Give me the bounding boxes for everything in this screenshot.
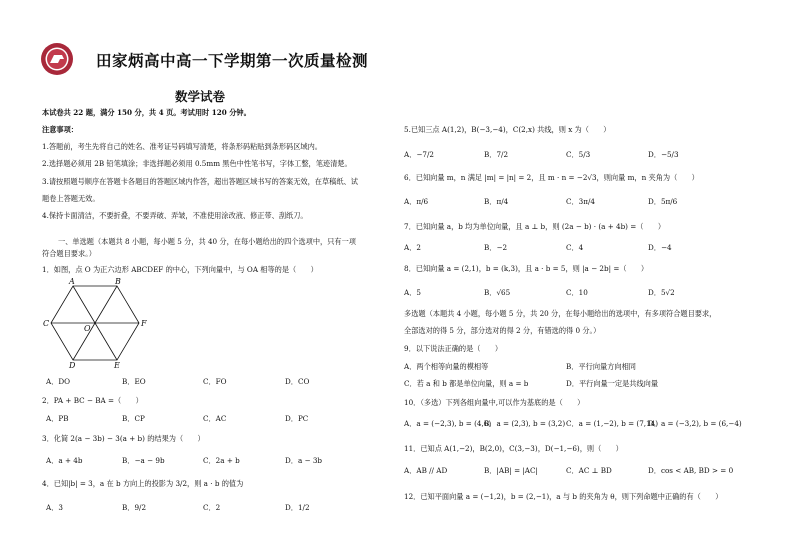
q3-option-d: D．a − 3b xyxy=(285,456,323,465)
question-5-stem: 5.已知三点 A(1,2)，B(−3,−4)，C(2,x) 共线，则 x 为（ ） xyxy=(404,125,611,134)
section2-heading: 多选题（本题共 4 小题，每小题 5 分，共 20 分，在每小题给出的选项中，有多项符合题目要求， xyxy=(404,309,717,318)
q8-option-d: D．5√2 xyxy=(648,288,675,297)
q2-option-d: D．PC xyxy=(285,414,309,423)
q6-option-b: B．π/4 xyxy=(484,197,509,206)
q7-option-a: A．2 xyxy=(404,243,421,252)
q3-option-b: B．−a − 9b xyxy=(122,456,165,465)
school-logo-icon xyxy=(40,42,74,76)
q1-option-b: B．EO xyxy=(122,377,146,386)
q7-option-b: B．−2 xyxy=(484,243,508,252)
vertex-label-c: C xyxy=(43,319,50,328)
q8-option-a: A．5 xyxy=(404,288,421,297)
question-2-stem: 2．PA + BC − BA =（ ） xyxy=(42,396,143,405)
q2-option-b: B．CP xyxy=(122,414,145,423)
q11-option-d: D．cos < AB, BD > = 0 xyxy=(648,466,734,475)
q11-option-c: C．AC ⊥ BD xyxy=(566,466,612,475)
q1-option-d: D．CO xyxy=(285,377,310,386)
vertex-label-b: B xyxy=(115,278,121,286)
q5-option-d: D．−5/3 xyxy=(648,150,679,159)
notes-heading: 注意事项： xyxy=(42,125,78,134)
q6-option-c: C．3π/4 xyxy=(566,197,595,206)
vertex-label-a: A xyxy=(69,278,75,286)
school-title: 田家炳高中高一下学期第一次质量检测 xyxy=(96,52,369,70)
q2-option-c: C．AC xyxy=(203,414,227,423)
vertex-label-e: E xyxy=(114,361,120,368)
q9-option-b: B．平行向量方向相同 xyxy=(566,362,636,371)
q3-option-a: A．a + 4b xyxy=(46,456,83,465)
q9-option-a: A．两个相等向量的模相等 xyxy=(404,362,489,371)
q4-option-b: B．9/2 xyxy=(122,503,147,512)
section2-heading-cont: 全部选对的得 5 分，部分选对的得 2 分，有错选的得 0 分。） xyxy=(404,326,601,335)
note-item: 1.答题前，考生先将自己的姓名、准考证号码填写清楚，将条形码粘贴到条形码区域内。 xyxy=(42,142,322,151)
q11-option-a: A．AB // AD xyxy=(404,466,448,475)
q10-option-a: A．a = (−2,3), b = (4,6) xyxy=(404,419,492,428)
question-10-stem: 10．（多选）下列各组向量中,可以作为基底的是（ ） xyxy=(404,398,585,407)
question-7-stem: 7．已知向量 a，b 均为单位向量，且 a ⊥ b，则 (2a − b) · (a + 4b) =（ ） xyxy=(404,222,666,231)
q3-option-c: C．2a + b xyxy=(203,456,240,465)
q11-option-b: B．|AB| = |AC| xyxy=(484,466,538,475)
q7-option-c: C．4 xyxy=(566,243,584,252)
q8-option-b: B．√65 xyxy=(484,288,511,297)
question-3-stem: 3．化简 2(a − 3b) − 3(a + b) 的结果为（ ） xyxy=(42,434,205,443)
q7-option-d: D．−4 xyxy=(648,243,672,252)
note-item: 2.选择题必须用 2B 铅笔填涂；非选择题必须用 0.5mm 黑色中性笔书写，字体工整，笔迹清楚。 xyxy=(42,159,352,168)
hexagon-figure xyxy=(42,278,152,368)
q6-option-a: A．π/6 xyxy=(404,197,429,206)
q2-option-a: A．PB xyxy=(46,414,69,423)
exam-subtitle: 数学试卷 xyxy=(175,89,226,104)
q10-option-b: B．a = (2,3), b = (3,2) xyxy=(484,419,566,428)
q10-option-c: C．a = (1,−2), b = (7,14) xyxy=(566,419,658,428)
q4-option-d: D．1/2 xyxy=(285,503,310,512)
vertex-label-f: F xyxy=(141,319,147,328)
note-item: 3.请按照题号顺序在答题卡各题目的答题区域内作答，超出答题区域书写的答案无效，在草稿纸、试 xyxy=(42,177,358,186)
q6-option-d: D．5π/6 xyxy=(648,197,678,206)
q9-option-d: D．平行向量一定是共线向量 xyxy=(566,379,659,388)
q10-option-d: D．a = (−3,2), b = (6,−4) xyxy=(648,419,742,428)
q5-option-c: C．5/3 xyxy=(566,150,591,159)
center-label-o: O xyxy=(84,324,91,333)
question-12-stem: 12．已知平面向量 a = (−1,2)，b = (2,−1)，a 与 b 的夹角为 θ，则下列命题中正确的有（ ） xyxy=(404,492,723,501)
question-4-stem: 4．已知|b| = 3，a 在 b 方向上的投影为 3/2，则 a · b 的值为 xyxy=(42,479,244,488)
question-8-stem: 8．已知向量 a = (2,1)，b = (k,3)，且 a · b = 5，则 |a − 2b| =（ ） xyxy=(404,264,649,273)
note-item: 题卷上答题无效。 xyxy=(42,194,100,203)
vertex-label-d: D xyxy=(69,361,76,368)
q1-option-a: A．DO xyxy=(46,377,71,386)
section1-heading: 一、单选题（本题共 8 小题，每小题 5 分，共 40 分，在每小题给出的四个选项中，只有一项 xyxy=(58,237,356,246)
question-9-stem: 9．以下说法正确的是（ ） xyxy=(404,344,503,353)
note-item: 4.保持卡面清洁，不要折叠，不要弄破、弄皱，不准使用涂改液、修正带、刮纸刀。 xyxy=(42,211,308,220)
question-6-stem: 6．已知向量 m，n 满足 |m| = |n| = 2，且 m · n = −2√3，则向量 m，n 夹角为（ ） xyxy=(404,173,699,182)
q1-option-c: C．FO xyxy=(203,377,227,386)
q8-option-c: C．10 xyxy=(566,288,588,297)
q5-option-b: B．7/2 xyxy=(484,150,509,159)
section1-heading-cont: 符合题目要求。） xyxy=(42,249,96,258)
q9-option-c: C．若 a 和 b 都是单位向量，则 a = b xyxy=(404,379,529,388)
question-1-stem: 1．如图，点 O 为正六边形 ABCDEF 的中心，下列向量中，与 OA 相等的是（ ） xyxy=(42,265,318,274)
q4-option-c: C．2 xyxy=(203,503,221,512)
q5-option-a: A．−7/2 xyxy=(404,150,434,159)
q4-option-a: A．3 xyxy=(46,503,63,512)
question-11-stem: 11．已知点 A(1,−2)，B(2,0)，C(3,−3)，D(−1,−6)，则（ ） xyxy=(404,444,623,453)
exam-info: 本试卷共 22 题，满分 150 分，共 4 页。考试用时 120 分钟。 xyxy=(42,108,251,117)
